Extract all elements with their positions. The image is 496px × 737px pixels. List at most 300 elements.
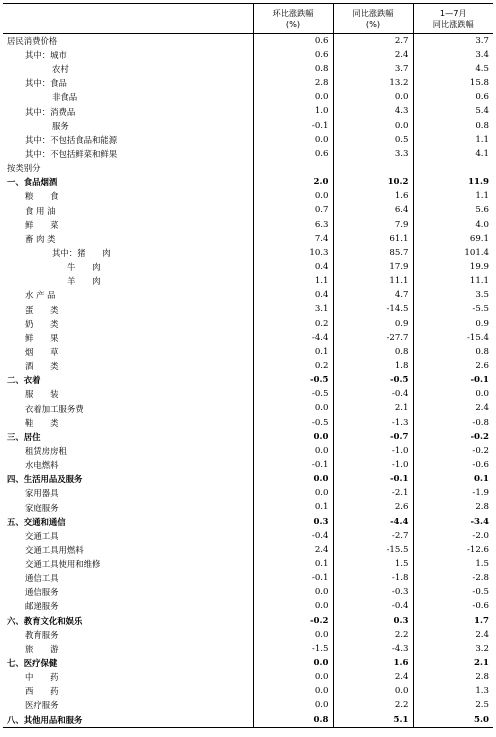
value-mom: 0.0: [253, 684, 333, 698]
value-mom: -0.5: [253, 416, 333, 430]
item-label: 其中：城市: [25, 50, 67, 60]
row-label-cell: [3, 246, 253, 260]
table-row: [3, 133, 493, 147]
table-row: [3, 388, 493, 402]
value-ytd: -0.5: [413, 585, 493, 599]
table-row: [3, 303, 493, 317]
value-yoy: 2.7: [333, 34, 413, 49]
row-label-cell: [3, 34, 253, 49]
value-yoy: 4.3: [333, 105, 413, 119]
value-mom: 0.0: [253, 190, 333, 204]
value-ytd: 2.1: [413, 656, 493, 670]
item-label: 鞋 类: [25, 417, 59, 428]
item-label: 鲜 果: [25, 332, 59, 343]
table-row: [3, 501, 493, 515]
row-label-cell: [3, 557, 253, 571]
value-mom: 0.0: [253, 444, 333, 458]
table-row: [3, 529, 493, 543]
row-label-cell: [3, 529, 253, 543]
value-ytd: 0.1: [413, 472, 493, 486]
value-mom: 0.4: [253, 289, 333, 303]
item-label: 粮 食: [25, 191, 59, 202]
table-row: [3, 48, 493, 62]
cpi-table-container: [3, 3, 493, 728]
value-ytd: 11.1: [413, 274, 493, 288]
value-yoy: -1.8: [333, 571, 413, 585]
table-row: [3, 444, 493, 458]
value-yoy: 0.9: [333, 317, 413, 331]
item-label: 衣着加工服务费: [25, 403, 84, 414]
item-label: 羊 肉: [67, 276, 101, 287]
row-label-cell: [3, 501, 253, 515]
value-yoy: 0.0: [333, 684, 413, 698]
value-mom: -4.4: [253, 331, 333, 345]
value-ytd: 1.3: [413, 684, 493, 698]
value-ytd: 101.4: [413, 246, 493, 260]
item-label: 交通工具: [25, 530, 59, 541]
header-mom-unit: (%): [285, 18, 301, 29]
row-label-cell: [3, 416, 253, 430]
value-yoy: 0.0: [333, 91, 413, 105]
value-yoy: [333, 161, 413, 175]
table-row: [3, 487, 493, 501]
table-row: [3, 472, 493, 486]
table-row: [3, 147, 493, 161]
row-label-cell: [3, 472, 253, 486]
row-label-cell: [3, 190, 253, 204]
row-label-cell: [3, 600, 253, 614]
value-mom: -0.2: [253, 614, 333, 628]
row-label-cell: [3, 331, 253, 345]
value-mom: 2.0: [253, 175, 333, 189]
value-yoy: 85.7: [333, 246, 413, 260]
value-yoy: 6.4: [333, 204, 413, 218]
value-ytd: 2.8: [413, 670, 493, 684]
row-label-cell: [3, 175, 253, 189]
header-ytd-title: 1—7月: [439, 7, 467, 18]
value-mom: 0.6: [253, 34, 333, 49]
row-label-cell: [3, 317, 253, 331]
row-label-cell: [3, 430, 253, 444]
value-yoy: 61.1: [333, 232, 413, 246]
table-row: [3, 289, 493, 303]
item-label: 其中：猪 肉: [52, 247, 111, 258]
row-label-cell: [3, 515, 253, 529]
value-ytd: -0.8: [413, 416, 493, 430]
row-label-cell: [3, 642, 253, 656]
row-label-cell: [3, 458, 253, 472]
category-label: 七、医疗保健: [7, 658, 58, 669]
table-row: [3, 656, 493, 670]
value-mom: 0.1: [253, 557, 333, 571]
item-label: 家用器具: [25, 488, 59, 499]
row-label-cell: [3, 670, 253, 684]
table-row: [3, 458, 493, 472]
table-row: [3, 232, 493, 246]
table-row: [3, 359, 493, 373]
table-row: [3, 642, 493, 656]
value-ytd: 1.1: [413, 133, 493, 147]
item-label: 其中：消费品: [25, 106, 76, 117]
item-label: 农村: [52, 64, 69, 75]
value-yoy: -15.5: [333, 543, 413, 557]
value-yoy: -1.3: [333, 416, 413, 430]
value-mom: 10.3: [253, 246, 333, 260]
value-yoy: 0.5: [333, 133, 413, 147]
table-row: [3, 571, 493, 585]
table-row: [3, 684, 493, 698]
table-row: [3, 246, 493, 260]
item-label: 家庭服务: [25, 502, 59, 513]
value-yoy: -0.5: [333, 373, 413, 387]
table-row: [3, 628, 493, 642]
value-ytd: 4.0: [413, 218, 493, 232]
item-label: 邮递服务: [25, 601, 59, 612]
value-yoy: 3.3: [333, 147, 413, 161]
value-ytd: 69.1: [413, 232, 493, 246]
row-label-cell: [3, 161, 253, 175]
item-label: 蛋 类: [25, 304, 59, 315]
value-ytd: 3.4: [413, 48, 493, 62]
value-mom: -1.5: [253, 642, 333, 656]
table-row: [3, 515, 493, 529]
value-yoy: 0.0: [333, 119, 413, 133]
row-label-cell: [3, 614, 253, 628]
table-row: [3, 218, 493, 232]
row-label-cell: [3, 91, 253, 105]
table-row: [3, 614, 493, 628]
item-label: 水 产 品: [25, 290, 56, 301]
value-yoy: 17.9: [333, 260, 413, 274]
row-label-cell: [3, 289, 253, 303]
value-ytd: 1.1: [413, 190, 493, 204]
table-row: [3, 373, 493, 387]
value-ytd: -12.6: [413, 543, 493, 557]
table-row: [3, 670, 493, 684]
table-header: [3, 4, 493, 34]
value-mom: 0.0: [253, 487, 333, 501]
value-mom: 0.0: [253, 699, 333, 713]
row-label-cell: [3, 204, 253, 218]
cpi-table: [3, 3, 493, 728]
value-ytd: 2.5: [413, 699, 493, 713]
category-label: 四、生活用品及服务: [7, 474, 83, 485]
value-ytd: 0.8: [413, 345, 493, 359]
table-body: [3, 34, 493, 728]
row-label-cell: [3, 48, 253, 62]
value-ytd: 3.2: [413, 642, 493, 656]
item-label: 通信服务: [25, 587, 59, 598]
value-ytd: 11.9: [413, 175, 493, 189]
table-row: [3, 76, 493, 90]
item-label: 酒 类: [25, 361, 59, 372]
value-ytd: -2.8: [413, 571, 493, 585]
value-mom: 0.2: [253, 359, 333, 373]
category-label: 八、其他用品和服务: [7, 714, 83, 725]
table-row: [3, 34, 493, 49]
value-mom: -0.1: [253, 458, 333, 472]
table-row: [3, 260, 493, 274]
value-ytd: 2.4: [413, 402, 493, 416]
value-yoy: -14.5: [333, 303, 413, 317]
value-mom: 2.8: [253, 76, 333, 90]
value-mom: 0.8: [253, 62, 333, 76]
item-label: 牛 肉: [67, 262, 101, 273]
value-mom: -0.5: [253, 373, 333, 387]
item-label: 交通工具用燃料: [25, 544, 84, 555]
header-yoy-unit: (%): [365, 18, 381, 29]
row-label-cell: [3, 76, 253, 90]
value-ytd: -0.6: [413, 600, 493, 614]
value-mom: 0.0: [253, 585, 333, 599]
value-mom: -0.4: [253, 529, 333, 543]
table-row: [3, 543, 493, 557]
value-mom: [253, 161, 333, 175]
value-yoy: -0.4: [333, 600, 413, 614]
header-yoy-title: 同比涨跌幅: [352, 7, 394, 18]
value-ytd: -0.6: [413, 458, 493, 472]
table-row: [3, 557, 493, 571]
row-label-cell: [3, 260, 253, 274]
item-label: 鲜 菜: [25, 219, 59, 230]
value-yoy: 2.4: [333, 48, 413, 62]
value-ytd: -5.5: [413, 303, 493, 317]
value-ytd: 0.0: [413, 388, 493, 402]
value-yoy: 13.2: [333, 76, 413, 90]
item-label: 食 用 油: [25, 205, 56, 216]
value-ytd: 0.9: [413, 317, 493, 331]
value-ytd: 5.6: [413, 204, 493, 218]
header-label-column: [3, 4, 253, 34]
value-yoy: 1.5: [333, 557, 413, 571]
value-yoy: 2.4: [333, 670, 413, 684]
value-ytd: 15.8: [413, 76, 493, 90]
table-row: [3, 699, 493, 713]
value-ytd: -0.2: [413, 430, 493, 444]
category-label: 六、教育文化和娱乐: [7, 615, 83, 626]
table-row: [3, 105, 493, 119]
value-mom: -0.1: [253, 571, 333, 585]
row-label-cell: [3, 543, 253, 557]
value-yoy: 3.7: [333, 62, 413, 76]
value-ytd: 3.5: [413, 289, 493, 303]
value-mom: 0.0: [253, 133, 333, 147]
value-mom: 0.3: [253, 515, 333, 529]
item-label: 服务: [52, 120, 69, 131]
table-row: [3, 331, 493, 345]
row-label-cell: [3, 656, 253, 670]
value-mom: 0.0: [253, 91, 333, 105]
row-label-cell: [3, 359, 253, 373]
header-ytd: [413, 4, 493, 34]
header-ytd-subtitle: 同比涨跌幅: [432, 18, 474, 29]
value-mom: 1.0: [253, 105, 333, 119]
item-label: 教育服务: [25, 629, 59, 640]
row-label-cell: [3, 628, 253, 642]
table-row: [3, 62, 493, 76]
value-mom: 0.0: [253, 670, 333, 684]
value-mom: -0.1: [253, 119, 333, 133]
item-label: 通信工具: [25, 573, 59, 584]
row-label-cell: [3, 274, 253, 288]
value-yoy: -27.7: [333, 331, 413, 345]
item-label: 奶 类: [25, 318, 59, 329]
row-label-cell: [3, 303, 253, 317]
header-mom-title: 环比涨跌幅: [272, 7, 314, 18]
value-mom: 0.4: [253, 260, 333, 274]
value-yoy: 0.3: [333, 614, 413, 628]
value-mom: 3.1: [253, 303, 333, 317]
value-yoy: 2.2: [333, 699, 413, 713]
table-row: [3, 119, 493, 133]
value-ytd: -0.2: [413, 444, 493, 458]
value-ytd: 0.6: [413, 91, 493, 105]
row-label-cell: [3, 713, 253, 728]
row-label-cell: [3, 62, 253, 76]
value-ytd: 0.8: [413, 119, 493, 133]
value-mom: 1.1: [253, 274, 333, 288]
row-label-cell: [3, 373, 253, 387]
value-yoy: 2.2: [333, 628, 413, 642]
header-mom: [253, 4, 333, 34]
category-label: 一、食品烟酒: [7, 177, 58, 188]
item-label: 居民消费价格: [7, 35, 58, 46]
value-mom: 0.0: [253, 628, 333, 642]
row-label-cell: [3, 585, 253, 599]
value-mom: 0.1: [253, 501, 333, 515]
value-ytd: 3.7: [413, 34, 493, 49]
item-label: 畜 肉 类: [25, 233, 56, 244]
value-yoy: 2.1: [333, 402, 413, 416]
value-ytd: -1.9: [413, 487, 493, 501]
row-label-cell: [3, 345, 253, 359]
value-ytd: 19.9: [413, 260, 493, 274]
table-row: [3, 204, 493, 218]
table-row: [3, 91, 493, 105]
table-row: [3, 585, 493, 599]
item-label: 租赁房房租: [25, 445, 67, 456]
value-yoy: 11.1: [333, 274, 413, 288]
value-ytd: -0.1: [413, 373, 493, 387]
table-row: [3, 274, 493, 288]
value-yoy: 4.7: [333, 289, 413, 303]
value-ytd: 2.4: [413, 628, 493, 642]
item-label: 按类别分: [7, 163, 41, 174]
value-yoy: -0.7: [333, 430, 413, 444]
value-mom: 6.3: [253, 218, 333, 232]
value-ytd: -3.4: [413, 515, 493, 529]
value-yoy: -1.0: [333, 458, 413, 472]
item-label: 其中：不包括鲜菜和鲜果: [25, 148, 118, 159]
value-yoy: -4.3: [333, 642, 413, 656]
value-mom: 2.4: [253, 543, 333, 557]
value-mom: 0.1: [253, 345, 333, 359]
value-yoy: 1.6: [333, 190, 413, 204]
category-label: 五、交通和通信: [7, 516, 66, 527]
value-ytd: [413, 161, 493, 175]
value-yoy: -1.0: [333, 444, 413, 458]
row-label-cell: [3, 147, 253, 161]
value-mom: 0.0: [253, 600, 333, 614]
value-yoy: 1.6: [333, 656, 413, 670]
row-label-cell: [3, 699, 253, 713]
row-label-cell: [3, 571, 253, 585]
table-row: [3, 345, 493, 359]
row-label-cell: [3, 133, 253, 147]
value-mom: 7.4: [253, 232, 333, 246]
item-label: 交通工具使用和维修: [25, 559, 101, 570]
item-label: 水电燃料: [25, 460, 59, 471]
item-label: 医疗服务: [25, 700, 59, 711]
row-label-cell: [3, 232, 253, 246]
row-label-cell: [3, 444, 253, 458]
item-label: 旅 游: [25, 643, 59, 654]
row-label-cell: [3, 105, 253, 119]
table-row: [3, 161, 493, 175]
value-yoy: 7.9: [333, 218, 413, 232]
value-ytd: -2.0: [413, 529, 493, 543]
value-mom: -0.5: [253, 388, 333, 402]
value-yoy: 2.6: [333, 501, 413, 515]
row-label-cell: [3, 487, 253, 501]
item-label: 西 药: [25, 686, 59, 697]
table-row: [3, 600, 493, 614]
item-label: 非食品: [52, 92, 78, 103]
value-mom: 0.0: [253, 402, 333, 416]
table-row: [3, 175, 493, 189]
value-yoy: -2.7: [333, 529, 413, 543]
value-yoy: -4.4: [333, 515, 413, 529]
table-row: [3, 402, 493, 416]
value-mom: 0.0: [253, 656, 333, 670]
value-mom: 0.6: [253, 48, 333, 62]
table-row: [3, 713, 493, 728]
category-label: 三、居住: [7, 431, 41, 442]
value-ytd: 2.6: [413, 359, 493, 373]
value-mom: 0.0: [253, 472, 333, 486]
item-label: 其中：食品: [25, 78, 67, 89]
value-ytd: 4.5: [413, 62, 493, 76]
value-mom: 0.6: [253, 147, 333, 161]
row-label-cell: [3, 402, 253, 416]
row-label-cell: [3, 684, 253, 698]
category-label: 二、衣着: [7, 375, 41, 386]
row-label-cell: [3, 388, 253, 402]
value-yoy: -0.1: [333, 472, 413, 486]
table-row: [3, 430, 493, 444]
value-ytd: 4.1: [413, 147, 493, 161]
value-mom: 0.8: [253, 713, 333, 728]
value-yoy: -0.3: [333, 585, 413, 599]
row-label-cell: [3, 218, 253, 232]
table-row: [3, 317, 493, 331]
item-label: 服 装: [25, 389, 59, 400]
value-ytd: -15.4: [413, 331, 493, 345]
row-label-cell: [3, 119, 253, 133]
value-yoy: 1.8: [333, 359, 413, 373]
value-yoy: 0.8: [333, 345, 413, 359]
value-mom: 0.0: [253, 430, 333, 444]
value-mom: 0.7: [253, 204, 333, 218]
header-yoy: [333, 4, 413, 34]
value-ytd: 2.8: [413, 501, 493, 515]
value-mom: 0.2: [253, 317, 333, 331]
item-label: 其中：不包括食品和能源: [25, 134, 118, 145]
value-yoy: 10.2: [333, 175, 413, 189]
item-label: 烟 草: [25, 346, 59, 357]
value-ytd: 1.7: [413, 614, 493, 628]
value-yoy: 5.1: [333, 713, 413, 728]
